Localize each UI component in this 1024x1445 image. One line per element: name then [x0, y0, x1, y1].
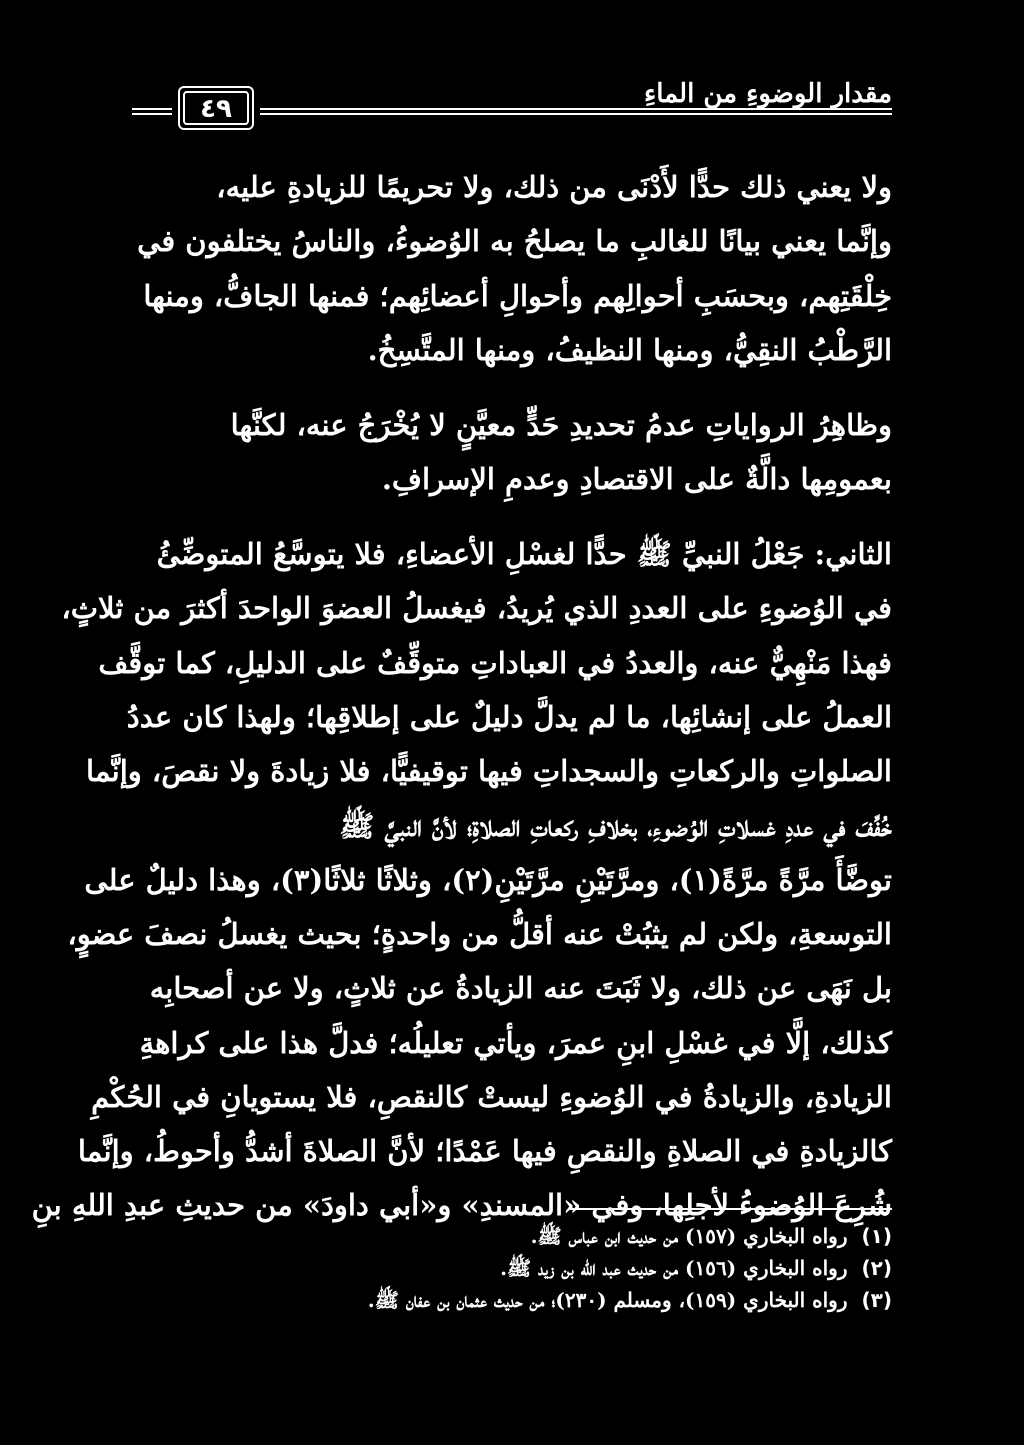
- footnote-text: رواه البخاري (١٥٩)، ومسلم (٢٣٠)؛ من حديث عثمان بن عفان ﷺ.: [367, 1288, 848, 1312]
- footnote-separator: [570, 1208, 892, 1210]
- text-line: ولا يعني ذلك حدًّا لأَدْنَى من ذلك، ولا تحريمًا للزيادةِ عليه،: [216, 170, 892, 204]
- footnote: [132, 1220, 892, 1252]
- text-line: الصلواتِ والركعاتِ والسجداتِ فيها توقيفيًّا، فلا زيادةَ ولا نقصَ، وإنَّما: [86, 754, 892, 788]
- footnote-number: (٢): [861, 1256, 892, 1280]
- text-line: خِلْقَتِهم، وبحسَبِ أحوالِهم وأحوالِ أعضائِهم؛ فمنها الجافُّ، ومنها: [143, 279, 892, 313]
- header-rule: [132, 108, 172, 110]
- text-line: توضَّأَ مرَّةً مرَّةً(١)، ومرَّتَيْنِ مرَّتَيْنِ(٢)، وثلاثًا ثلاثًا(٣)، وهذا دليلٌ على: [84, 863, 892, 897]
- page-number-frame: [178, 86, 254, 130]
- header-rule: [132, 113, 172, 115]
- text-line: كذلك، إلَّا في غسْلِ ابنِ عمرَ، ويأتي تعليلُه؛ فدلَّ هذا على كراهةِ: [139, 1026, 892, 1060]
- footnote-number: (١): [861, 1224, 892, 1248]
- footnote-text: رواه البخاري (١٥٧) من حديث ابن عباس ﷺ.: [530, 1224, 848, 1248]
- text-line: التوسعةِ، ولكن لم يثبُتْ عنه أقلُّ من واحدةٍ؛ بحيث يغسلُ نصفَ عضوٍ،: [67, 917, 892, 951]
- running-header: [132, 78, 892, 128]
- text-line: الثاني: جَعْلُ النبيِّ ﷺ حدًّا لغسْلِ الأعضاءِ، فلا يتوسَّعُ المتوضِّئُ: [156, 537, 892, 571]
- footnote-number: (٣): [861, 1288, 892, 1312]
- footnotes: [132, 1220, 892, 1316]
- text-line: العملُ على إنشائِها، ما لم يدلَّ دليلٌ على إطلاقِها؛ ولهذا كان عددُ: [126, 700, 892, 734]
- text-line: الرَّطْبُ النقِيُّ، ومنها النظيفُ، ومنها المتَّسِخُ.: [367, 333, 892, 367]
- text-line: الزيادةِ، والزيادةُ في الوُضوءِ ليستْ كالنقصِ، فلا يستويانِ في الحُكْمِ: [91, 1080, 892, 1114]
- text-line: وظاهِرُ الرواياتِ عدمُ تحديدِ حَدٍّ معيَّنٍ لا يُخْرَجُ عنه، لكنَّها: [230, 408, 892, 442]
- page-number: ٤٩: [200, 94, 232, 124]
- header-rule: [260, 113, 892, 115]
- text-line: بل نَهَى عن ذلك، ولا ثَبَتَ عنه الزيادةُ عن ثلاثٍ، ولا عن أصحابِه: [149, 971, 892, 1005]
- text-line: خُفِّفَ في عددِ غسلاتِ الوُضوءِ، بخلافِ ركعاتِ الصلاةِ؛ لأنَّ النبيَّ ﷺ: [339, 809, 892, 843]
- header-rule: [260, 108, 892, 110]
- text-line: كالزيادةِ في الصلاةِ والنقصِ فيها عَمْدًا؛ لأنَّ الصلاةَ أشدُّ وأحوطُ، وإنَّما: [77, 1134, 892, 1168]
- text-line: وإنَّما يعني بيانًا للغالبِ ما يصلحُ به الوُضوءُ، والناسُ يختلفون في: [137, 224, 892, 258]
- chapter-title: مقدار الوضوءِ من الماءِ: [643, 79, 892, 109]
- text-line: في الوُضوءِ على العددِ الذي يُريدُ، فيغسلُ العضوَ الواحدَ أكثرَ من ثلاثٍ،: [61, 591, 892, 625]
- text-line: شُرِعَ الوُضوءُ لأجلِها، وفي «المسندِ» و«أبي داودَ» من حديثِ عبدِ اللهِ بنِ: [31, 1188, 892, 1222]
- footnote: [132, 1252, 892, 1284]
- text-line: فهذا مَنْهِيٌّ عنه، والعددُ في العباداتِ متوقِّفٌ على الدليلِ، كما توقَّف: [98, 646, 892, 680]
- footnote: [132, 1284, 892, 1316]
- text-line: بعمومِها دالَّةٌ على الاقتصادِ وعدمِ الإسرافِ.: [381, 462, 892, 496]
- footnote-text: رواه البخاري (١٥٦) من حديث عبد الله بن زيد ﷺ.: [500, 1256, 848, 1280]
